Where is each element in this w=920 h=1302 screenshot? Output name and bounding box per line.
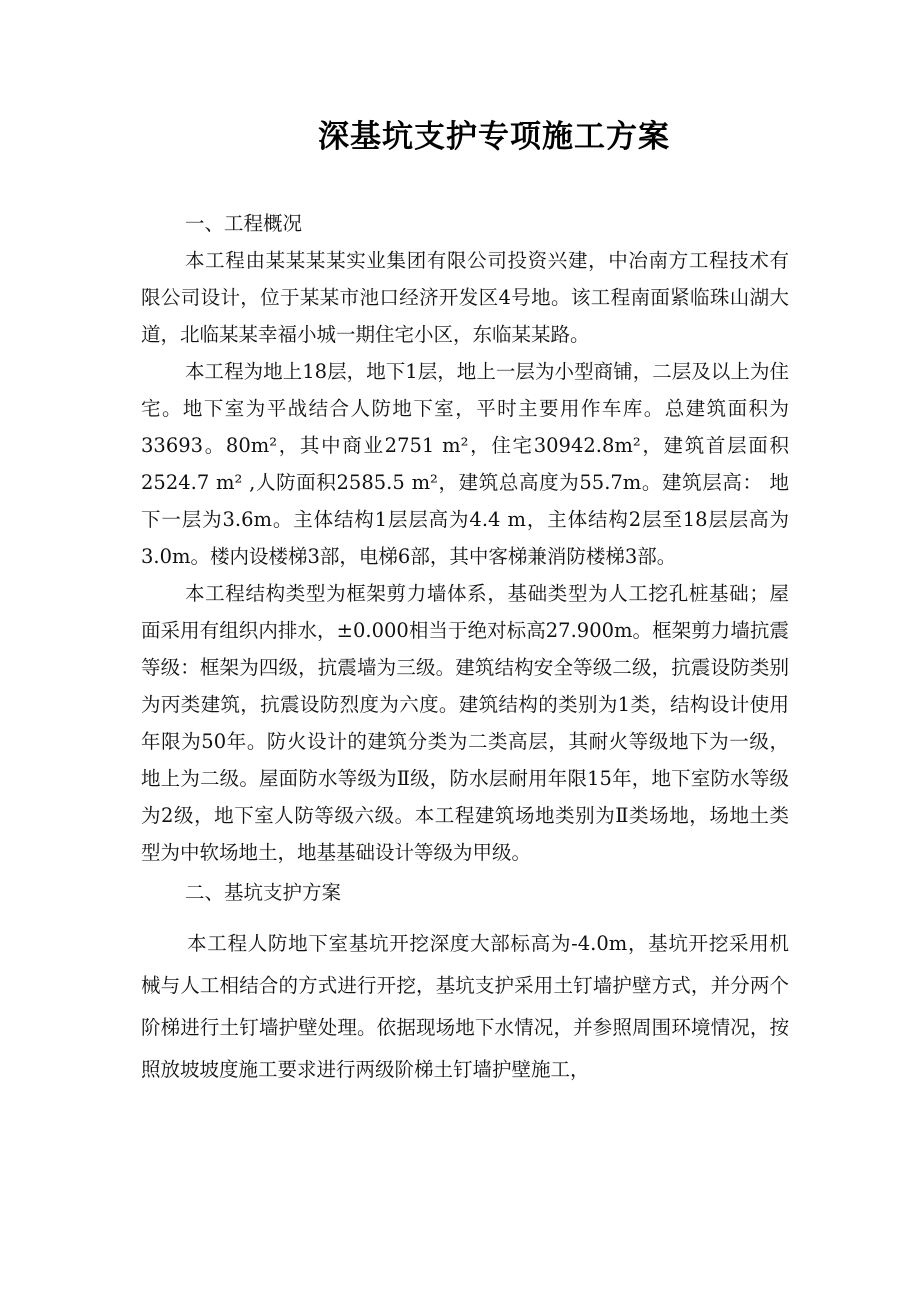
section-heading-support-plan: 二、基坑支护方案 xyxy=(185,881,342,904)
document-title: 深基坑支护专项施工方案 xyxy=(318,119,670,155)
section-heading-overview: 一、工程概况 xyxy=(185,212,303,235)
paragraph-project-location: 本工程由某某某某实业集团有限公司投资兴建，中冶南方工程技术有限公司设计，位于某某市池口经济开发区4号地。该工程南面紧临珠山湖大道，北临某某幸福小城一期住宅小区，东临某某路。 xyxy=(141,249,789,346)
paragraph-structure-type: 本工程结构类型为框架剪力墙体系，基础类型为人工挖孔桩基础；屋面采用有组织内排水，±0.000相当于绝对标高27.900m。框架剪力墙抗震等级：框架为四级，抗震墙为三级。建筑结构安全等级二级，抗震设防类别为丙类建筑，抗震设防烈度为六度。建筑结构的类别为1类，结构设计使用年限为50年。防火设计的建筑分类为二类高层，其耐火等级地下为一级，地上为二级。屋面防水等级为Ⅱ级，防水层耐用年限15年，地下室防水等级为2级，地下室人防等级六级。本工程建筑场地类别为Ⅱ类场地，场地土类型为中软场地土，地基基础设计等级为甲级。 xyxy=(141,582,789,864)
document-body xyxy=(141,205,789,1091)
paragraph-support-method: 本工程人防地下室基坑开挖深度大部标高为-4.0m，基坑开挖采用机械与人工相结合的方式进行开挖，基坑支护采用土钉墙护壁方式，并分两个阶梯进行土钉墙护壁处理。依据现场地下水情况，并参照周围环境情况，按照放坡坡度施工要求进行两级阶梯土钉墙护壁施工， xyxy=(141,932,789,1081)
paragraph-building-scale: 本工程为地上18层，地下1层，地上一层为小型商铺，二层及以上为住宅。地下室为平战结合人防地下室，平时主要用作车库。总建筑面积为33693。80m²，其中商业2751 m²，住宅30942.8m²，建筑首层面积2524.7 m² ,人防面积2585.5 m²，建筑总高度为55.7m。建筑层高： 地下一层为3.6m。主体结构1层层高为4.4 m，主体结构2层至18层层高为3.0m。楼内设楼梯3部，电梯6部，其中客梯兼消防楼梯3部。 xyxy=(141,360,789,568)
